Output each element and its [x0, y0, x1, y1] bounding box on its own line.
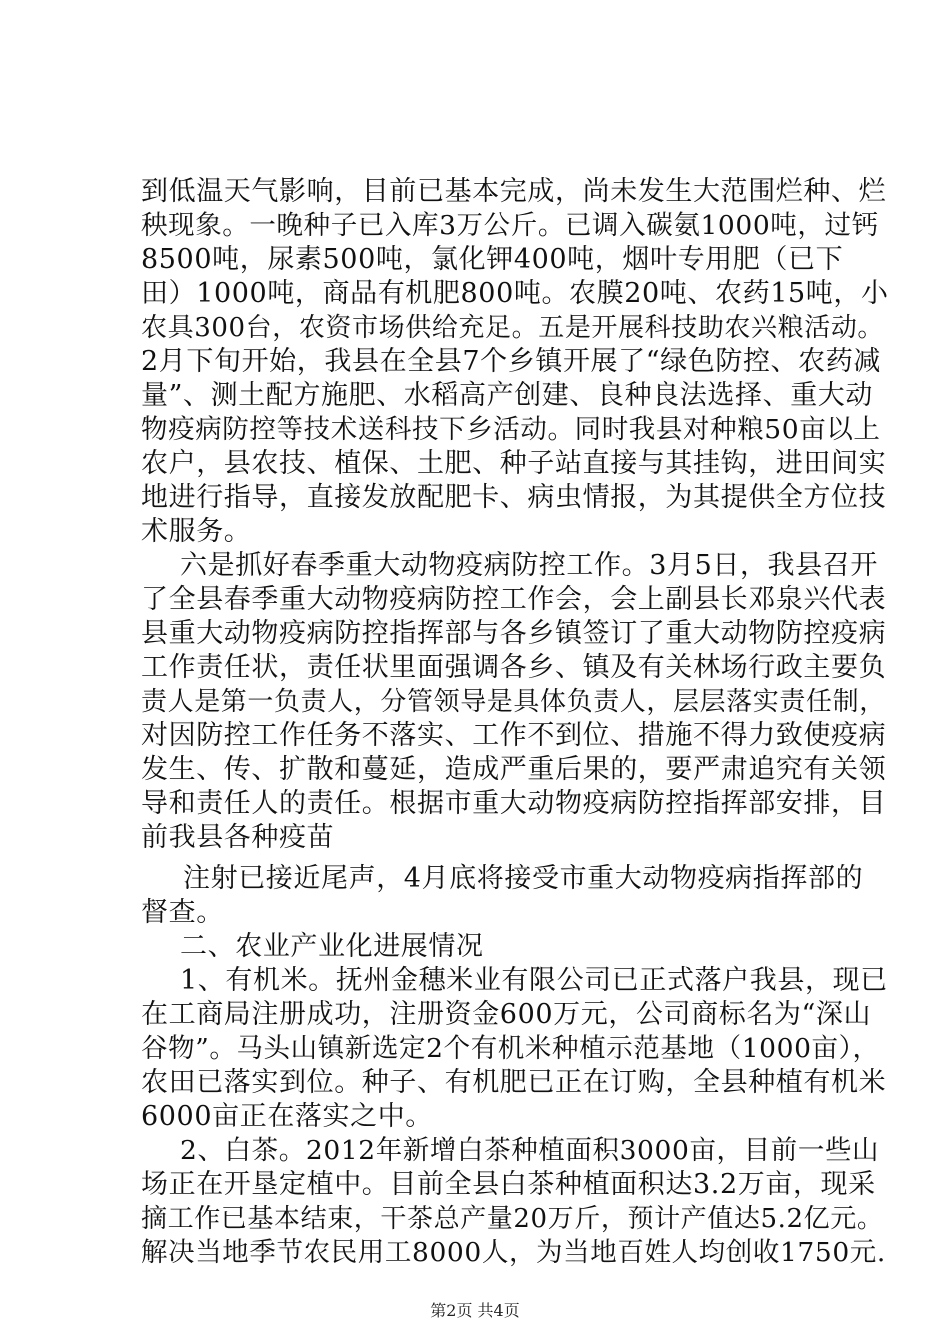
- body-line: 6000亩正在落实之中。: [141, 1101, 433, 1132]
- body-line: 前我县各种疫苗: [141, 822, 335, 853]
- body-line: 工作责任状，责任状里面强调各乡、镇及有关林场行政主要负: [141, 652, 887, 683]
- body-line: 2月下旬开始，我县在全县7个乡镇开展了“绿色防控、农药减: [141, 346, 881, 377]
- paragraph-first-line: 六是抓好春季重大动物疫病防控工作。3月5日，我县召开: [180, 550, 878, 581]
- paragraph-first-line: 注射已接近尾声，4月底将接受市重大动物疫病指挥部的: [183, 863, 864, 894]
- page-footer: 第2页 共4页: [430, 1301, 520, 1320]
- body-line: 农田已落实到位。种子、有机肥已正在订购，全县种植有机米: [141, 1067, 887, 1098]
- body-line: 督查。: [141, 897, 224, 928]
- body-line: 物疫病防控等技术送科技下乡活动。同时我县对种粮50亩以上: [141, 414, 881, 445]
- body-line: 场正在开垦定植中。目前全县白茶种植面积达3.2万亩，现采: [141, 1169, 876, 1200]
- body-line: 量”、测土配方施肥、水稻高产创建、良种良法选择、重大动: [141, 380, 874, 411]
- body-line: 谷物”。马头山镇新选定2个有机米种植示范基地（1000亩），: [141, 1033, 880, 1064]
- body-line: 摘工作已基本结束，干茶总产量20万斤，预计产值达5.2亿元。: [141, 1204, 884, 1234]
- body-line: 对因防控工作任务不落实、工作不到位、措施不得力致使疫病: [141, 720, 887, 751]
- paragraph-first-line: 1、有机米。抚州金穗米业有限公司已正式落户我县，现已: [180, 965, 888, 996]
- paragraph-first-line: 2、白茶。2012年新增白茶种植面积3000亩，目前一些山: [180, 1135, 880, 1166]
- section-heading: 二、农业产业化进展情况: [180, 931, 484, 962]
- body-line: 8500吨，尿素500吨，氯化钾400吨，烟叶专用肥（已下: [141, 244, 844, 275]
- body-line: 地进行指导，直接发放配肥卡、病虫情报，为其提供全方位技: [141, 482, 887, 513]
- body-line: 农具300台，农资市场供给充足。五是开展科技助农兴粮活动。: [141, 313, 885, 343]
- body-line: 解决当地季节农民用工8000人，为当地百姓人均创收1750元.: [141, 1237, 886, 1268]
- body-line: 秧现象。一晚种子已入库3万公斤。已调入碳氨1000吨，过钙: [141, 210, 879, 241]
- body-line: 导和责任人的责任。根据市重大动物疫病防控指挥部安排，目: [141, 788, 887, 819]
- body-line: 到低温天气影响，目前已基本完成，尚未发生大范围烂种、烂: [141, 176, 887, 207]
- body-line: 田）1000吨，商品有机肥800吨。农膜20吨、农药15吨，小: [141, 278, 889, 309]
- body-line: 责人是第一负责人，分管领导是具体负责人，层层落实责任制，: [141, 687, 886, 717]
- body-line: 在工商局注册成功，注册资金600万元，公司商标名为“深山: [141, 999, 872, 1030]
- body-line: 农户，县农技、植保、土肥、种子站直接与其挂钩，进田间实: [141, 448, 887, 479]
- body-line: 术服务。: [141, 516, 252, 547]
- body-line: 发生、传、扩散和蔓延，造成严重后果的，要严肃追究有关领: [141, 754, 887, 785]
- body-line: 县重大动物疫病防控指挥部与各乡镇签订了重大动物防控疫病: [141, 618, 887, 649]
- body-line: 了全县春季重大动物疫病防控工作会，会上副县长邓泉兴代表: [141, 584, 887, 615]
